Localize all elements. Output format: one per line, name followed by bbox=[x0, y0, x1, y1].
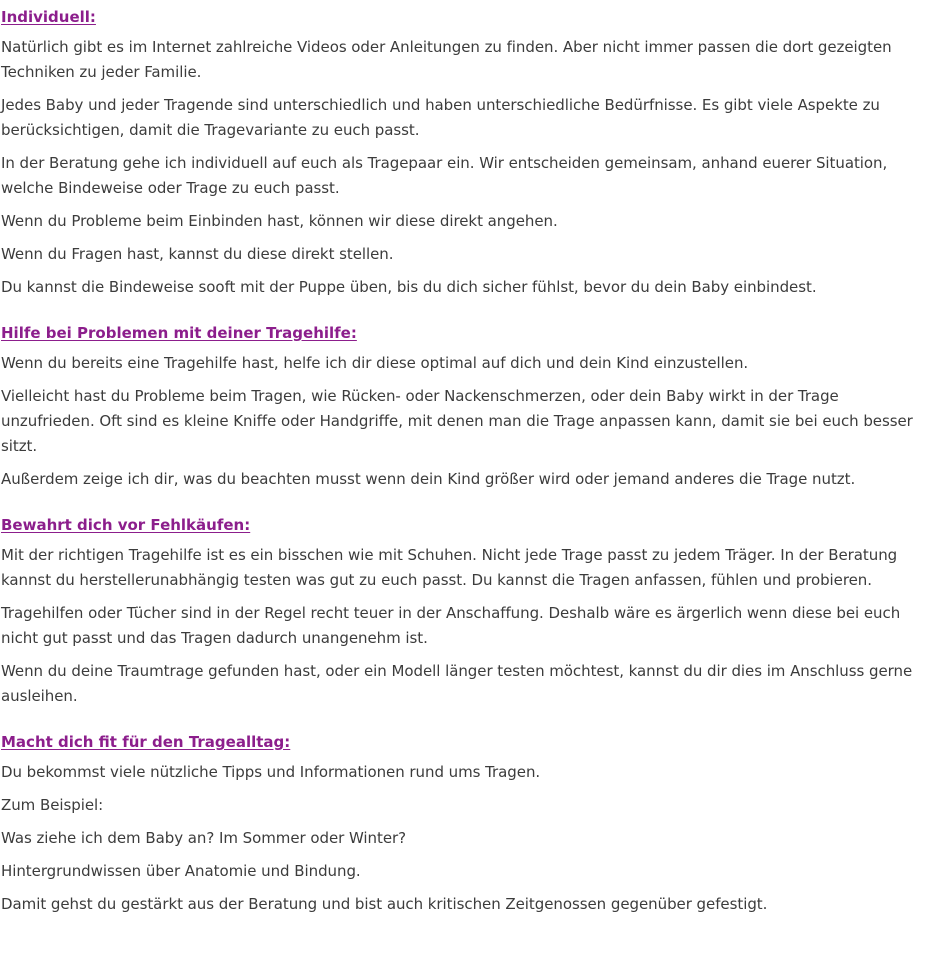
paragraph: Damit gehst du gestärkt aus der Beratung und bist auch kritischen Zeitgenossen gegenüber gefestigt. bbox=[1, 895, 768, 913]
paragraph: Zum Beispiel: bbox=[1, 796, 104, 814]
paragraph: Wenn du deine Traumtrage gefunden hast, oder ein Modell länger testen möchtest, kannst du dir dies im Anschluss gerne ausleihen. bbox=[1, 662, 913, 705]
paragraph: Natürlich gibt es im Internet zahlreiche Videos oder Anleitungen zu finden. Aber nicht immer passen die dort gezeigten Techniken zu jeder Familie. bbox=[1, 38, 892, 81]
paragraph: Du kannst die Bindeweise sooft mit der Puppe üben, bis du dich sicher fühlst, bevor du dein Baby einbindest. bbox=[1, 278, 817, 296]
paragraph: Vielleicht hast du Probleme beim Tragen, wie Rücken- oder Nackenschmerzen, oder dein Baby wirkt in der Trage unzufrieden. Oft sind es kleine Kniffe oder Handgriffe, mit denen man die Trage anpassen kann, damit sie bei euch besser sitzt. bbox=[1, 387, 913, 455]
section-title: Macht dich fit für den Tragealltag: bbox=[1, 733, 291, 751]
section-fehlkaeufe bbox=[1, 514, 927, 709]
paragraph: Jedes Baby und jeder Tragende sind unterschiedlich und haben unterschiedliche Bedürfnisse. Es gibt viele Aspekte zu berücksichtigen, damit die Tragevariante zu euch passt. bbox=[1, 96, 880, 139]
paragraph: Außerdem zeige ich dir, was du beachten musst wenn dein Kind größer wird oder jemand anderes die Trage nutzt. bbox=[1, 470, 856, 488]
content-area bbox=[1, 6, 927, 925]
section-title: Bewahrt dich vor Fehlkäufen: bbox=[1, 516, 251, 534]
paragraph: In der Beratung gehe ich individuell auf euch als Tragepaar ein. Wir entscheiden gemeinsam, anhand euerer Situation, welche Bindeweise oder Trage zu euch passt. bbox=[1, 154, 888, 197]
paragraph: Was ziehe ich dem Baby an? Im Sommer oder Winter? bbox=[1, 829, 407, 847]
paragraph: Hintergrundwissen über Anatomie und Bindung. bbox=[1, 862, 361, 880]
section-individuell bbox=[1, 6, 927, 300]
paragraph: Du bekommst viele nützliche Tipps und Informationen rund ums Tragen. bbox=[1, 763, 541, 781]
section-title: Hilfe bei Problemen mit deiner Tragehilfe: bbox=[1, 324, 357, 342]
paragraph: Mit der richtigen Tragehilfe ist es ein bisschen wie mit Schuhen. Nicht jede Trage passt zu jedem Träger. In der Beratung kannst du herstellerunabhängig testen was gut zu euch passt. Du kannst die Tragen anfassen, fühlen und probieren. bbox=[1, 546, 898, 589]
section-hilfe-bei-problemen bbox=[1, 322, 927, 492]
section-tragealltag bbox=[1, 731, 927, 917]
paragraph: Wenn du Probleme beim Einbinden hast, können wir diese direkt angehen. bbox=[1, 212, 558, 230]
paragraph: Wenn du bereits eine Tragehilfe hast, helfe ich dir diese optimal auf dich und dein Kind einzustellen. bbox=[1, 354, 749, 372]
paragraph: Tragehilfen oder Tücher sind in der Regel recht teuer in der Anschaffung. Deshalb wäre es ärgerlich wenn diese bei euch nicht gut passt und das Tragen dadurch unangenehm ist. bbox=[1, 604, 901, 647]
section-title: Individuell: bbox=[1, 8, 96, 26]
paragraph: Wenn du Fragen hast, kannst du diese direkt stellen. bbox=[1, 245, 394, 263]
